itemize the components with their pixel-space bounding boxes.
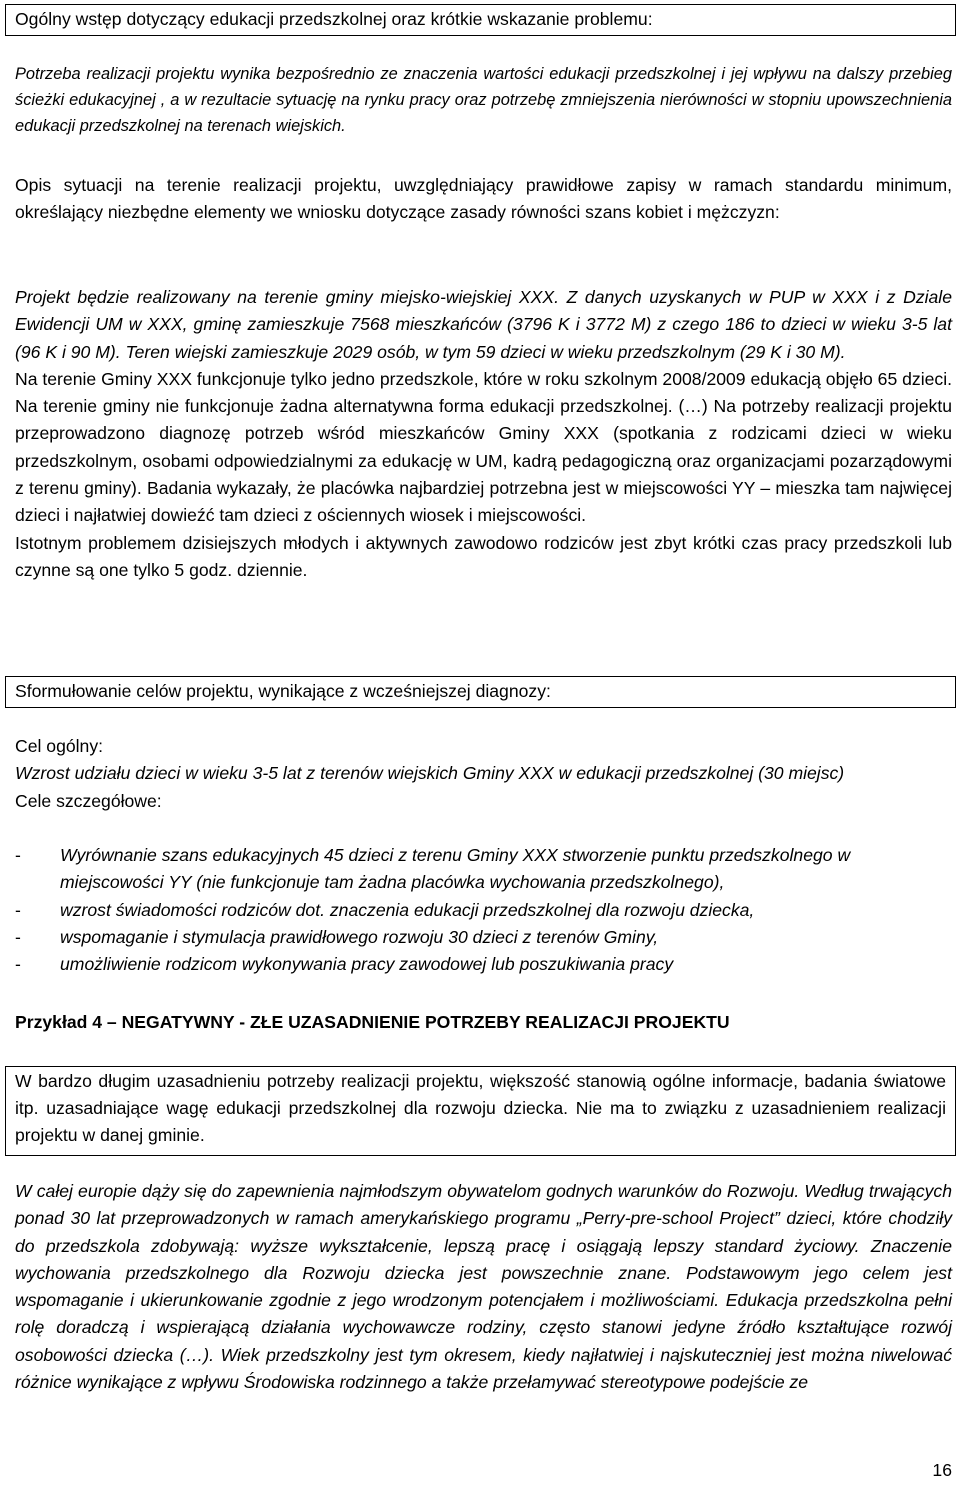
list-item — [15, 842, 952, 897]
example-4-title: Przykład 4 – NEGATYWNY - ZŁE UZASADNIENIE POTRZEBY REALIZACJI PROJEKTU — [15, 1012, 730, 1032]
page-number: 16 — [932, 1460, 952, 1480]
goal-text: umożliwienie rodzicom wykonywania pracy zawodowej lub poszukiwania pracy — [60, 954, 674, 975]
dash-bullet: - — [15, 899, 21, 920]
goals-block — [15, 733, 952, 815]
situation-paragraph-3: Istotnym problemem dzisiejszych młodych i aktywnych zawodowo rodziców jest zbyt krótki czas pracy przedszkoli lub czynne są one tylko 5 godz. dziennie. — [15, 532, 952, 580]
list-item — [15, 897, 952, 924]
goal-text: wspomaganie i stymulacja prawidłowego rozwoju 30 dzieci z terenów Gminy, — [60, 926, 659, 947]
detailed-goals-list — [15, 842, 952, 978]
goal-text: wzrost świadomości rodziców dot. znaczenia edukacji przedszkolnej dla rozwoju dziecka, — [60, 899, 755, 920]
example-4-body: W całej europie dąży się do zapewnienia najmłodszym obywatelom godnych warunków do Rozwoju. Według trwających ponad 30 lat przeprowadzonych w ramach amerykańskiego programu „Perry-pre-school Project” dzieci, które chodziły do przedszkola zdobywają: wyższe wykształcenie, lepszą pracę i osiągają lepszy standard życiowy. Znaczenie wychowania przedszkolnego dla Rozwoju dziecka jest powszechnie znane. Podstawowym jego celem jest wspomaganie i ukierunkowanie zgodnie z jego wrodzonym potencjałem i możliwościami. Edukacja przedszkolna pełni rolę doradczą i wspierającą działania wychowawcze rodziny, często stanowi jedyne źródło kształtujące rozwój osobowości dziecka (…). Wiek przedszkolny jest tym okresem, kiedy najłatwiej i najskuteczniej jest można niwelować różnice wynikające z wpływu Środowiska rodzinnego a także przełamywać stereotypowe podejście ze — [15, 1181, 952, 1393]
situation-body — [15, 284, 952, 584]
dash-bullet: - — [15, 845, 21, 865]
situation-paragraph-1: Projekt będzie realizowany na terenie gminy miejsko-wiejskiej XXX. Z danych uzyskanych w PUP w XXX i z Dziale Ewidencji UM w XXX, gminę zamieszkuje 7568 mieszkańców (3796 K i 3772 M) z czego 186 to dzieci w wieku 3-5 lat (96 K i 90 M). Teren wiejski zamieszkuje 2029 osób, w tym 59 dzieci w wieku przedszkolnym (29 K i 30 M). — [15, 287, 952, 362]
example-4-note: W bardzo długim uzasadnieniu potrzeby realizacji projektu, większość stanowią ogólne informacje, badania światowe itp. uzasadniające wagę edukacji przedszkolnej dla rozwoju dziecka. Nie ma to związku z uzasadnieniem realizacji projektu w danej gminie. — [5, 1066, 956, 1156]
dash-bullet: - — [15, 954, 21, 975]
situation-paragraph-2: Na terenie Gminy XXX funkcjonuje tylko jedno przedszkole, które w roku szkolnym 2008/2009 edukacją objęło 65 dzieci. Na terenie gminy nie funkcjonuje żadna alternatywna forma edukacji przedszkolnej. (…) Na potrzeby realizacji projektu przeprowadzono diagnozę potrzeb wśród mieszkańców Gminy XXX (spotkania z rodzicami dzieci w wieku przedszkolnym, osobami odpowiedzialnymi za edukację w UM, kadrą pedagogiczną oraz organizacjami pozarządowymi z terenu gminy). Badania wykazały, że placówka najbardziej potrzebna jest w miejscowości YY – mieszka tam najwięcej dzieci i najłatwiej dowieźć tam dzieci z ościennych wiosek i miejscowości. — [15, 368, 952, 526]
intro-paragraph: Potrzeba realizacji projektu wynika bezpośrednio ze znaczenia wartości edukacji przedszkolnej i jej wpływu na dalszy przebieg ścieżki edukacyjnej , a w rezultacie sytuację na rynku pracy oraz potrzebę zmniejszenia nierówności w stopniu upowszechnienia edukacji przedszkolnej na terenach wiejskich. — [15, 65, 952, 136]
goal-text: Wyrównanie szans edukacyjnych 45 dzieci z terenu Gminy XXX stworzenie punktu przedszkolnego w miejscowości YY (nie funkcjonuje tam żadna placówka wychowania przedszkolnego), — [60, 845, 851, 893]
list-item — [15, 924, 952, 951]
section-heading-goals: Sformułowanie celów projektu, wynikające z wcześniejszej diagnozy: — [5, 676, 956, 708]
general-goal: Wzrost udziału dzieci w wieku 3-5 lat z terenów wiejskich Gminy XXX w edukacji przedszkolnej (30 miejsc) — [15, 763, 845, 784]
section-heading-intro: Ogólny wstęp dotyczący edukacji przedszkolnej oraz krótkie wskazanie problemu: — [5, 4, 956, 36]
dash-bullet: - — [15, 926, 21, 947]
list-item — [15, 951, 952, 978]
detailed-goals-label: Cele szczegółowe: — [15, 790, 162, 811]
general-goal-label: Cel ogólny: — [15, 736, 104, 756]
situation-heading: Opis sytuacji na terenie realizacji projektu, uwzględniający prawidłowe zapisy w ramach standardu minimum, określający niezbędne elementy we wniosku dotyczące zasady równości szans kobiet i mężczyzn: — [15, 175, 952, 223]
